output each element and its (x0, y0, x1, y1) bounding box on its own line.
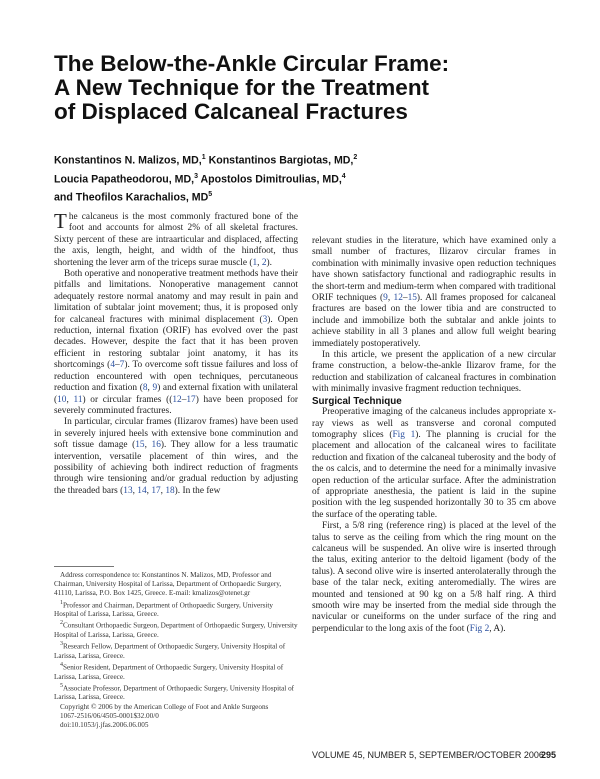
paragraph-ring-placement: First, a 5/8 ring (reference ring) is placed at the level of the talus to serve as the ceiling from which the ring mount on the calcaneus will be suspended. An olive wire is inserted through the talus, exiting anterior to the deltoid ligament (body of the talus). A second olive wire is inserted anterolaterally through the base of the talar neck, exiting anteromedially. The wires are mounted and tensioned at 90 kg on a 5/8 half ring. A third smooth wire may be inserted from the medial side through the navicular or cuneiforms on the under surface of the ring and perpendicular to the long axis of the foot (Fig 2, A). (312, 521, 556, 634)
journal-issue: VOLUME 45, NUMBER 5, SEPTEMBER/OCTOBER 2006 (312, 750, 544, 760)
paragraph-purpose: In this article, we present the application of a new circular frame construction, a below-the-ankle Ilizarov frame, for the reduction and stabilization of calcaneal fractures in combination with minimally invasive fragment reduction techniques. (312, 350, 556, 395)
citation-link[interactable]: 13 (123, 485, 133, 496)
citation-link[interactable]: 15 (407, 293, 417, 304)
drop-cap: T (54, 209, 67, 233)
citation-link[interactable]: 14 (137, 485, 147, 496)
citation-link[interactable]: 8 (142, 383, 148, 394)
body-column-left (54, 209, 299, 497)
citation-link[interactable]: 9 (152, 383, 158, 394)
paragraph-methods: Both operative and nonoperative treatment methods have their pitfalls and limitations. Nonoperative management cannot adequately restore normal anatomy and may result in pain and limitation of subtalar joint movement; thus, it is proposed only for calcaneal fractures with minimal displacement (3). Open reduction, internal fixation (ORIF) has evolved over the past decades. However, despite the fact that it has been proven efficient in restoring subtalar joint anatomy, it has its shortcomings (4–7). To overcome soft tissue failures and loss of reduction encountered with open techniques, percutaneous reduction and fixation (8, 9) and external fixation with unilateral (10, 11) or circular frames ((12–17) have been proposed for severely comminuted fractures. (54, 269, 299, 416)
footnote-correspondence: Address correspondence to: Konstantinos N. Malizos, MD, Professor and Chairman, University Hospital of Larissa, Department of Orthopaedic Surgery, 41110, Larissa, P.O. Box 1425, Greece. E-mail: kmalizos@otenet.gr (54, 571, 282, 598)
figure-link[interactable]: Fig 1 (392, 429, 416, 440)
citation-link[interactable]: 15 (135, 440, 145, 451)
footnote-issn: 1067-2516/06/4505-0001$32.00/0 (60, 711, 159, 720)
citation-link[interactable]: 11 (73, 394, 83, 405)
author-list (54, 150, 554, 206)
footnote-2: $^2$Consultant Orthopaedic Surgeon, Department of Orthopaedic Surgery, University Hospital of Larissa, Larissa, Greece. (54, 620, 298, 639)
citation-link[interactable]: 18 (165, 485, 175, 496)
citation-link[interactable]: 3 (262, 314, 268, 325)
page-number: 295 (540, 750, 556, 760)
citation-link[interactable]: 7 (119, 360, 125, 371)
citation-link[interactable]: 1 (252, 257, 258, 268)
title-line-1: The Below-the-Ankle Circular Frame: (54, 51, 450, 76)
citation-link[interactable]: 12 (393, 293, 403, 304)
body-column-right (312, 236, 556, 635)
footnotes (54, 571, 298, 730)
footnote-4: $^4$Senior Resident, Department of Orthopaedic Surgery, University Hospital of Larissa, Larissa, Greece. (54, 662, 284, 681)
footnote-5: $^5$Associate Professor, Department of Orthopaedic Surgery, University Hospital of Larissa, Larissa, Greece. (54, 682, 295, 702)
citation-link[interactable]: 4 (110, 360, 115, 371)
footnote-divider (54, 566, 114, 567)
paragraph-continued: relevant studies in the literature, which have examined only a small number of fractures, Ilizarov circular frames in combination with minimally invasive open reduction techniques have shown satisfactory functional and radiographic results in the short-term and medium-term when compared with traditional ORIF techniques (9, 12–15). All frames proposed for calcaneal fractures are based on the lower tibia and are constructed to include and immobilize both the subtalar and ankle joints to achieve stability in all 3 planes and allow full weight bearing immediately postoperatively. (312, 236, 557, 349)
title-line-3: of Displaced Calcaneal Fractures (54, 99, 408, 124)
paragraph-intro: The calcaneus is the most commonly fractured bone of the foot and accounts for almost 2% of all skeletal fractures. Sixty percent of these are intraarticular and displaced, affecting the axis, length, height, and width of the hindfoot, thus shortening the lever arm of the triceps surae muscle (1, 2). (54, 209, 298, 268)
paragraph-circular-frames: In particular, circular frames (Ilizarov frames) have been used in severely injured heels with extensive bone comminution and soft tissue damage (15, 16). They allow for a less traumatic intervention, versatile placement of thin wires, and the possibility of achieving both indirect reduction of fragments through wire tensioning and/or gradual reduction by adjusting the threaded bars (13, 14, 17, 18). In the few (54, 417, 299, 496)
citation-link[interactable]: 17 (151, 485, 161, 496)
section-heading: Surgical Technique (312, 395, 402, 407)
title-line-2: A New Technique for the Treatment (54, 75, 430, 100)
citation-link[interactable]: 2 (261, 257, 267, 268)
footnote-3: $^3$Research Fellow, Department of Orthopaedic Surgery, University Hospital of Larissa, Larissa, Greece. (54, 641, 286, 660)
paragraph-preoperative: Preoperative imaging of the calcaneus includes appropriate x-ray views as well as transverse and coronal computed tomography slices (Fig 1). The planning is crucial for the placement and allocation of the calcaneal wires to facilitate reduction and fixation of the calcaneal tuberosity and the body of the os calcis, and to determine the need for a minimally invasive open reduction of the articular surface. After the administration of appropriate anesthesia, the patient is laid in the supine position with the leg suspended horizontally 30 to 35 cm above the surface of the operating table. (312, 407, 556, 520)
citation-link[interactable]: 12 (172, 394, 182, 405)
footnote-1: $^1$Professor and Chairman, Department of Orthopaedic Surgery, University Hospital of Larissa, Larissa, Greece. (54, 599, 273, 619)
footnote-copyright: Copyright © 2006 by the American College of Foot and Ankle Surgeons (60, 702, 269, 711)
citation-link[interactable]: 9 (383, 293, 388, 304)
citation-link[interactable]: 10 (57, 394, 67, 405)
figure-link[interactable]: Fig 2 (469, 623, 490, 634)
author-line-2: Loucia Papatheodorou, MD,$^3$ Apostolos Dimitroulias, MD,$^4$ (54, 172, 346, 186)
citation-link[interactable]: 16 (151, 440, 161, 451)
article-title (54, 52, 554, 124)
author-line-3: and Theofilos Karachalios, $MD^5$ (54, 191, 213, 204)
citation-link[interactable]: 17 (186, 394, 196, 405)
footnote-doi: doi:10.1053/j.jfas.2006.06.005 (60, 721, 149, 729)
author-line-1: Konstantinos N. Malizos, MD,$^1$ Konstantinos Bargiotas, MD,$^2$ (54, 154, 358, 167)
